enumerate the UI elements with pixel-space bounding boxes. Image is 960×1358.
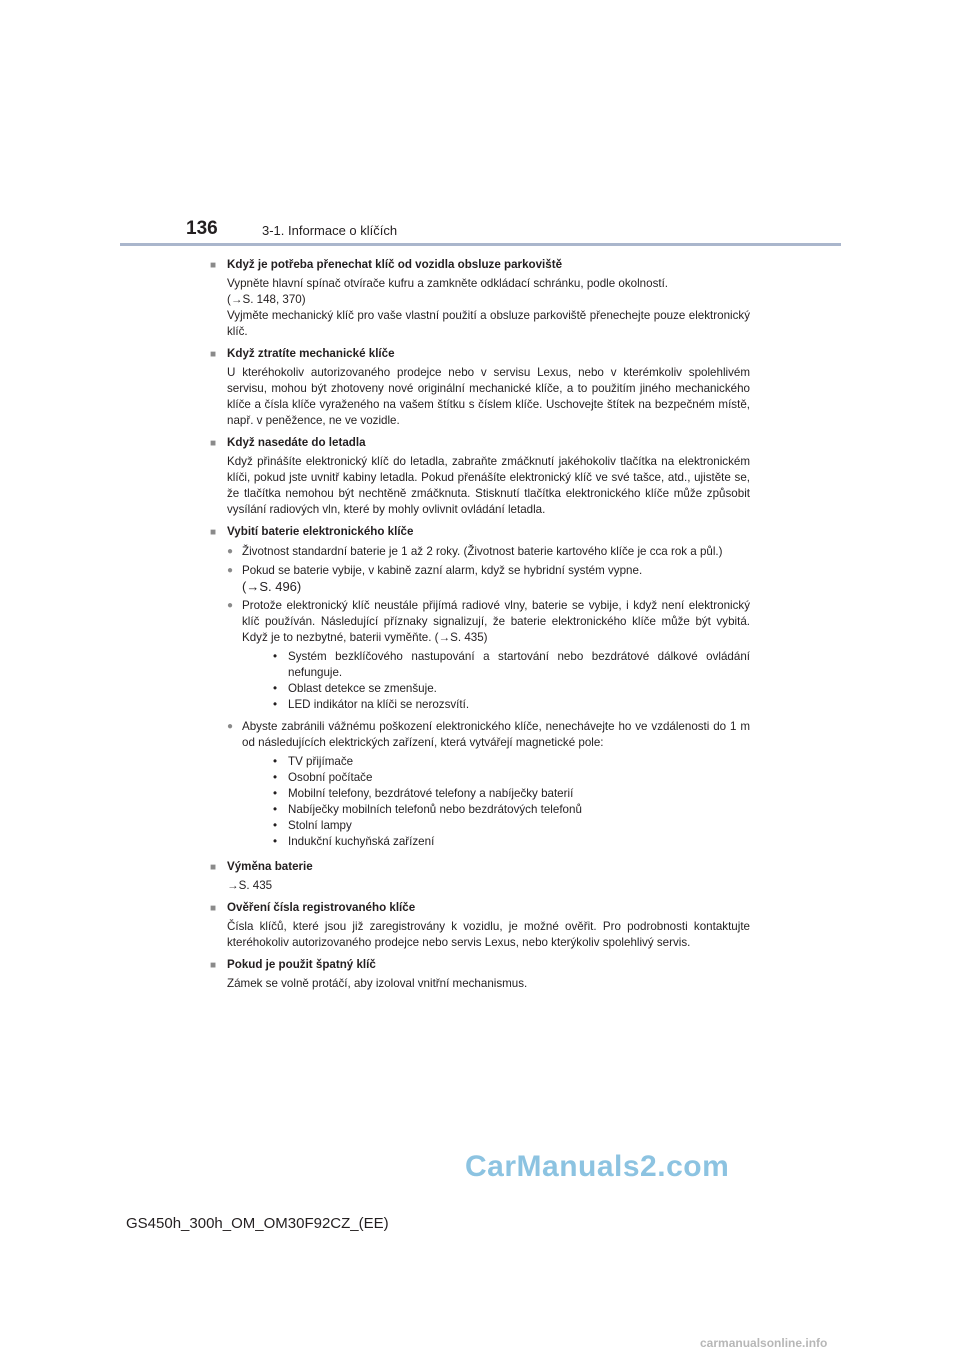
sub-list-item xyxy=(273,770,750,786)
manual-code: GS450h_300h_OM_OM30F92CZ_(EE) xyxy=(126,1215,389,1232)
bullet-item xyxy=(227,598,750,716)
chapter-title: 3-1. Informace o klíčích xyxy=(262,223,398,238)
section-body xyxy=(227,454,750,518)
bullet-text-content: Životnost standardní baterie je 1 až 2 roky. (Životnost baterie kartového klíče je cca rok a půl.) xyxy=(242,545,723,558)
square-bullet-icon: ■ xyxy=(210,960,217,971)
circle-bullet-icon: ● xyxy=(227,600,234,611)
section-heading xyxy=(210,257,750,274)
section-heading xyxy=(210,435,750,452)
section-heading xyxy=(210,346,750,363)
section-title: Když ztratíte mechanické klíče xyxy=(227,347,395,360)
section-heading xyxy=(210,957,750,974)
section-title: Když nasedáte do letadla xyxy=(227,436,366,449)
bullet-text xyxy=(242,719,750,853)
square-bullet-icon: ■ xyxy=(210,527,217,538)
section xyxy=(210,524,750,853)
sub-list-item xyxy=(273,681,750,697)
paragraph: Vyjměte mechanický klíč pro vaše vlastní použití a obsluze parkoviště přenechejte pouze elektronický klíč. xyxy=(227,309,750,338)
sub-list-item xyxy=(273,786,750,802)
bullet-text xyxy=(242,563,750,595)
bullet-item xyxy=(227,544,750,560)
sub-list-item xyxy=(273,802,750,818)
paragraph: Vypněte hlavní spínač otvírače kufru a zamkněte odkládací schránku, podle okolností. xyxy=(227,277,669,290)
section-body xyxy=(227,878,750,894)
section xyxy=(210,435,750,518)
circle-bullet-icon: ● xyxy=(227,565,234,576)
bullet-item xyxy=(227,563,750,595)
dot-marker: • xyxy=(273,819,278,832)
paragraph: Čísla klíčů, které jsou již zaregistrovány k vozidlu, je možné ověřit. Pro podrobnosti kontaktujte kteréhokoliv autorizovaného prodejce nebo servis Lexus, nebo kterýkoliv spolehlivý servis. xyxy=(227,920,750,949)
paragraph: Když přinášíte elektronický klíč do letadla, zabraňte zmáčknutí jakéhokoliv tlačítka na elektronickém klíči, pokud jste uvnitř kabiny letadla. Pokud přenášíte elektronický klíč ve své tašce, atd., ujistěte se, že tlačítka nemohou být nechtěně zmáčknuta. Stisknutí tlačítka elektronického klíče může způsobit vysílání radiových vln, které by mohly ovlivnit ovládání letadla. xyxy=(227,455,750,516)
dot-marker: • xyxy=(273,803,278,816)
section xyxy=(210,859,750,894)
square-bullet-icon: ■ xyxy=(210,438,217,449)
watermark-url: carmanualsonline.info xyxy=(700,1336,828,1350)
dot-marker: • xyxy=(273,771,278,784)
sub-list xyxy=(273,649,750,713)
header-rule xyxy=(120,243,841,246)
section xyxy=(210,900,750,951)
section xyxy=(210,346,750,429)
section-heading xyxy=(210,524,750,541)
sub-item-text: Systém bezklíčového nastupování a startování nebo bezdrátové dálkové ovládání nefunguje. xyxy=(288,650,750,679)
bullet-text-content: Pokud se baterie vybije, v kabině zazní alarm, když se hybridní systém vypne. xyxy=(242,564,643,577)
paragraph: (→S. 148, 370) xyxy=(227,293,306,306)
content xyxy=(210,257,750,998)
section-body xyxy=(227,276,750,340)
sub-list-item xyxy=(273,818,750,834)
dot-marker: • xyxy=(273,682,278,695)
section-heading xyxy=(210,900,750,917)
sub-item-text: Osobní počítače xyxy=(288,771,373,784)
section-body xyxy=(227,919,750,951)
section xyxy=(210,957,750,992)
sub-item-text: LED indikátor na klíči se nerozsvítí. xyxy=(288,698,470,711)
square-bullet-icon: ■ xyxy=(210,862,217,873)
paragraph: U kteréhokoliv autorizovaného prodejce nebo v servisu Lexus, nebo v kterémkoliv spolehlivém servisu, mohou být zhotoveny nové originální mechanické klíče, a to použitím jiného mechanického klíče a čísla klíče vyraženého na vašem štítku s číslem klíče. Uschovejte štítek na bezpečném místě, např. v peněžence, ne ve vozidle. xyxy=(227,366,750,427)
watermark-logo: CarManuals2.com xyxy=(465,1150,730,1183)
square-bullet-icon: ■ xyxy=(210,903,217,914)
bullet-item xyxy=(227,719,750,853)
page-reference: (→S. 496) xyxy=(242,579,302,594)
section xyxy=(210,257,750,340)
sub-list xyxy=(273,754,750,850)
paragraph: Zámek se volně protáčí, aby izoloval vnitřní mechanismus. xyxy=(227,977,528,990)
paragraph: →S. 435 xyxy=(227,879,273,892)
dot-marker: • xyxy=(273,698,278,711)
dot-marker: • xyxy=(273,755,278,768)
circle-bullet-icon: ● xyxy=(227,546,234,557)
dot-marker: • xyxy=(273,787,278,800)
sub-list-item xyxy=(273,649,750,681)
square-bullet-icon: ■ xyxy=(210,260,217,271)
sub-item-text: Stolní lampy xyxy=(288,819,352,832)
section-title: Ověření čísla registrovaného klíče xyxy=(227,901,416,914)
bullet-text xyxy=(242,544,750,560)
section-body xyxy=(227,976,750,992)
page-number: 136 xyxy=(186,218,218,239)
dot-marker: • xyxy=(273,650,278,663)
sub-list-item xyxy=(273,754,750,770)
circle-bullet-icon: ● xyxy=(227,721,234,732)
section-title: Pokud je použit špatný klíč xyxy=(227,958,376,971)
sub-item-text: Oblast detekce se zmenšuje. xyxy=(288,682,437,695)
bullet-text xyxy=(242,598,750,716)
sub-item-text: TV přijímače xyxy=(288,755,354,768)
sub-item-text: Indukční kuchyňská zařízení xyxy=(288,835,435,848)
dot-marker: • xyxy=(273,835,278,848)
sub-item-text: Mobilní telefony, bezdrátové telefony a nabíječky baterií xyxy=(288,787,574,800)
sub-list-item xyxy=(273,834,750,850)
sub-item-text: Nabíječky mobilních telefonů nebo bezdrátových telefonů xyxy=(288,803,582,816)
section-title: Vybití baterie elektronického klíče xyxy=(227,525,414,538)
section-heading xyxy=(210,859,750,876)
section-body xyxy=(227,365,750,429)
section-title: Výměna baterie xyxy=(227,860,313,873)
bullet-text-content: Protože elektronický klíč neustále přijímá radiové vlny, baterie se vybije, i když není elektronický klíč používán. Následující příznaky signalizují, že baterie elektronického klíče může být vybitá. Když je to nezbytné, baterii vyměňte. (→S. 435) xyxy=(242,599,750,644)
square-bullet-icon: ■ xyxy=(210,349,217,360)
bullet-text-content: Abyste zabránili vážnému poškození elektronického klíče, nenechávejte ho ve vzdálenosti do 1 m od následujících elektrických zařízení, která vytvářejí magnetické pole: xyxy=(242,720,750,749)
sub-list-item xyxy=(273,697,750,713)
section-title: Když je potřeba přenechat klíč od vozidla obsluze parkoviště xyxy=(227,258,563,271)
